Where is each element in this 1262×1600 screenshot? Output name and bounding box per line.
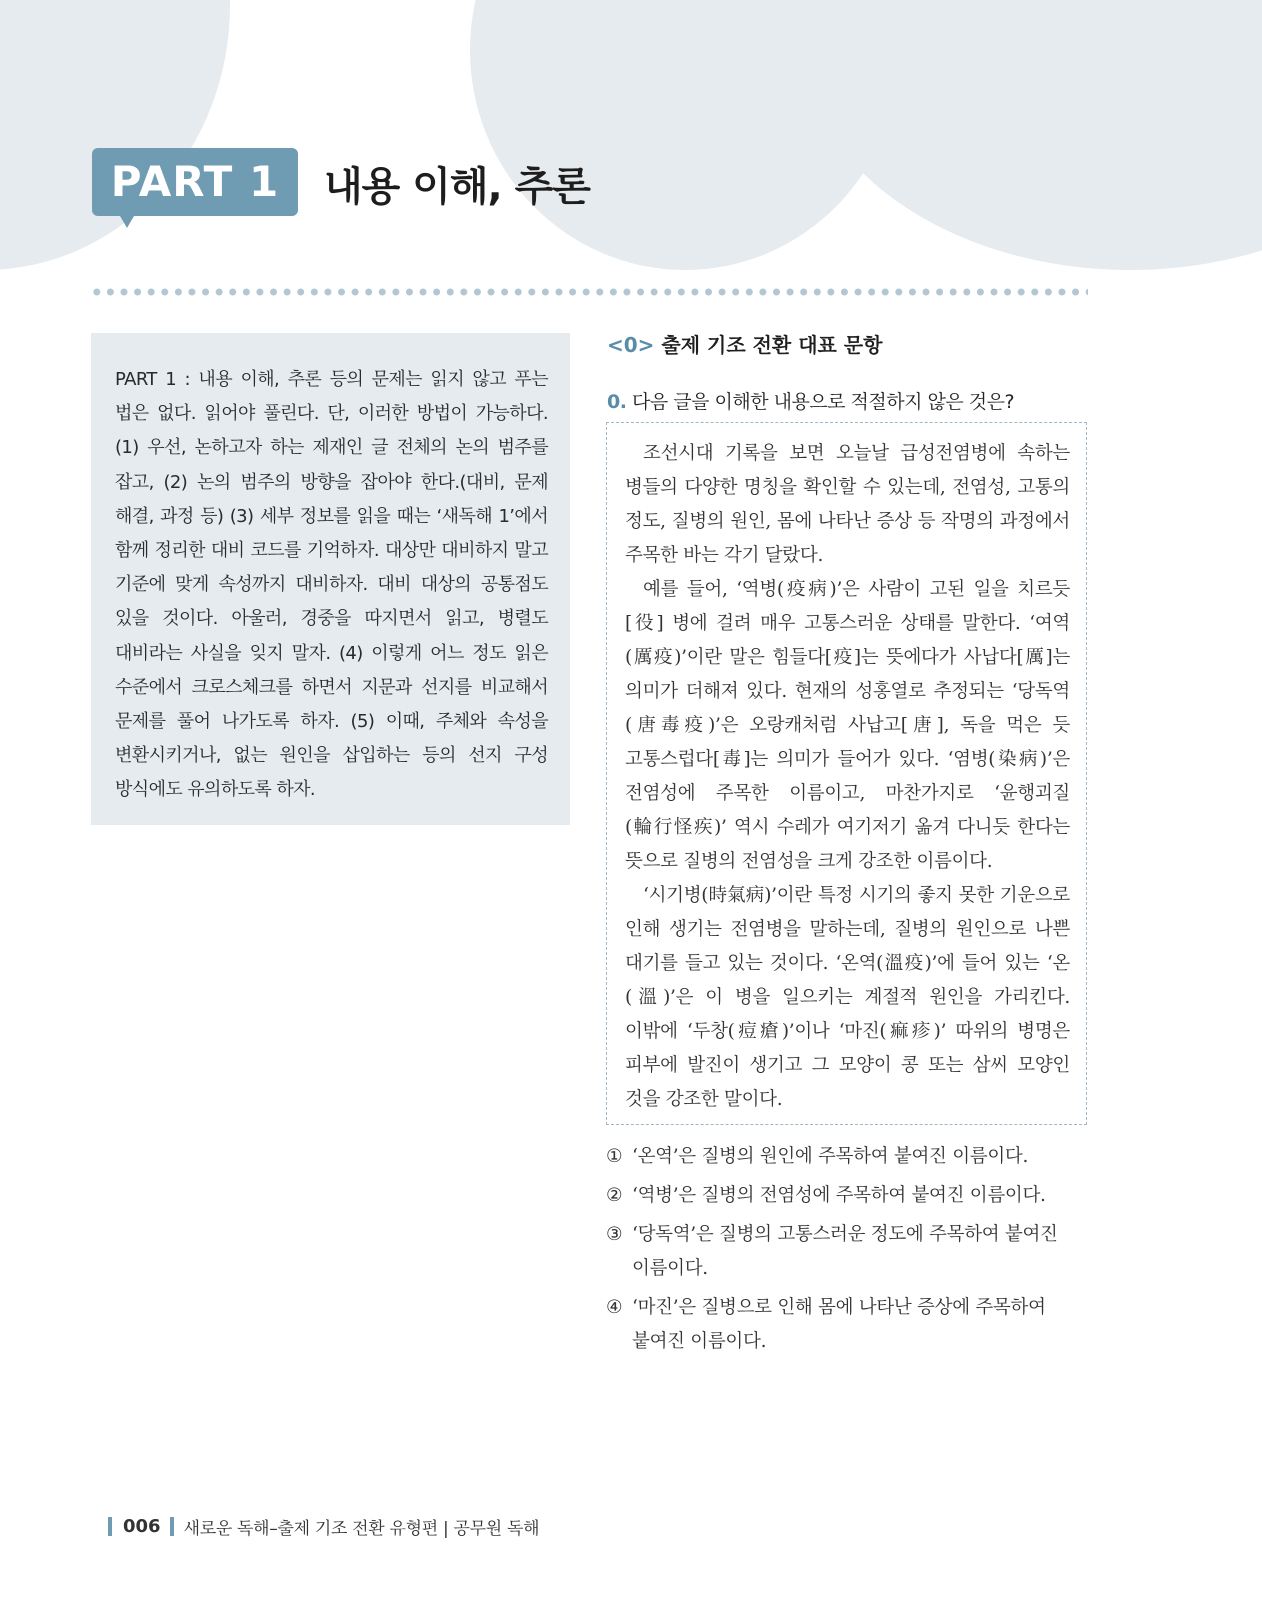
summary-text: PART 1 : 내용 이해, 추론 등의 문제는 읽지 않고 푸는 법은 없다. 읽어야 풀린다. 단, 이러한 방법이 가능하다. (1) 우선, 논하고자 하는 제재인 글 전체의 논의 범주를 잡고, (2) 논의 범주의 방향을 잡아야 한다.(대비, 문제 해결, 과정 등) (3) 세부 정보를 읽을 때는 ‘새독해 1’에서 함께 정리한 대비 코드를 기억하자. 대상만 대비하지 말고 기준에 맞게 속성까지 대비하자. 대비 대상의 공통점도 있을 것이다. 아울러, 경중을 따지면서 읽고, 병렬도 대비라는 사실을 잊지 말자. (4) 이렇게 어느 정도 읽은 수준에서 크로스체크를 하면서 지문과 선지를 비교해서 문제를 풀어 나가도록 하자. (5) 이때, 주체와 속성을 변환시키거나, 없는 원인을 삽입하는 등의 선지 구성 방식에도 유의하도록 하자. (115, 369, 548, 801)
summary-box (91, 333, 570, 825)
question-number: 0. (607, 391, 627, 413)
background-circle-left (0, 0, 230, 270)
choice-2[interactable] (606, 1179, 1088, 1213)
section-number: <0> (607, 333, 655, 357)
question-text: 다음 글을 이해한 내용으로 적절하지 않은 것은? (626, 391, 1015, 413)
background-circle-right (800, 0, 1262, 270)
section-title (607, 329, 882, 358)
choice-text: ‘당독역’은 질병의 고통스러운 정도에 주목하여 붙여진 이름이다. (632, 1224, 1058, 1279)
choice-mark: ① (606, 1146, 623, 1167)
choice-text: ‘온역’은 질병의 원인에 주목하여 붙여진 이름이다. (632, 1146, 1029, 1167)
dotted-divider (90, 287, 1088, 297)
page-footer (108, 1514, 539, 1538)
passage-box (606, 422, 1087, 1125)
question (607, 387, 1014, 414)
page-number: 006 (123, 1515, 161, 1537)
choice-text: ‘역병’은 질병의 전염성에 주목하여 붙여진 이름이다. (632, 1185, 1046, 1206)
choice-mark: ④ (606, 1297, 623, 1318)
choice-text: ‘마진’은 질병으로 인해 몸에 나타난 증상에 주목하여 붙여진 이름이다. (632, 1297, 1046, 1352)
choice-1[interactable] (606, 1140, 1088, 1174)
choice-3[interactable] (606, 1218, 1088, 1286)
choice-mark: ③ (606, 1224, 623, 1245)
choice-mark: ② (606, 1185, 623, 1206)
section-label: 출제 기조 전환 대표 문항 (654, 333, 883, 357)
footer-bar-left (108, 1517, 112, 1536)
choice-4[interactable] (606, 1291, 1088, 1359)
answer-choices (606, 1140, 1088, 1364)
footer-bar-right (170, 1517, 174, 1536)
book-title: 새로운 독해–출제 기조 전환 유형편 | 공무원 독해 (183, 1518, 540, 1539)
part-badge: PART 1 (92, 148, 298, 216)
passage-paragraph: 조선시대 기록을 보면 오늘날 급성전염병에 속하는 병들의 다양한 명칭을 확인할 수 있는데, 전염성, 고통의 정도, 질병의 원인, 몸에 나타난 증상 등 작명의 과정에서 주목한 바는 각기 달랐다. (625, 443, 1070, 566)
passage-paragraph: 예를 들어, ‘역병(疫病)’은 사람이 고된 일을 치르듯[役] 병에 걸려 매우 고통스러운 상태를 말한다. ‘여역(厲疫)’이란 말은 힘들다[疫]는 뜻에다가 사납다[厲]는 의미가 더해져 있다. 현재의 성홍열로 추정되는 ‘당독역(唐毒疫)’은 오랑캐처럼 사납고[唐], 독을 먹은 듯 고통스럽다[毒]는 의미가 들어가 있다. ‘염병(染病)’은 전염성에 주목한 이름이고, 마찬가지로 ‘윤행괴질(輪行怪疾)’ 역시 수레가 여기저기 옮겨 다니듯 한다는 뜻으로 질병의 전염성을 크게 강조한 이름이다. (625, 579, 1070, 872)
part-title: 내용 이해, 추론 (324, 164, 590, 210)
passage-paragraph: ‘시기병(時氣病)’이란 특정 시기의 좋지 못한 기운으로 인해 생기는 전염병을 말하는데, 질병의 원인으로 나쁜 대기를 들고 있는 것이다. ‘온역(溫疫)’에 들어 있는 ‘온(溫)’은 이 병을 일으키는 계절적 원인을 가리킨다. 이밖에 ‘두창(痘瘡)’이나 ‘마진(痲疹)’ 따위의 병명은 피부에 발진이 생기고 그 모양이 콩 또는 삼씨 모양인 것을 강조한 말이다. (625, 885, 1070, 1110)
